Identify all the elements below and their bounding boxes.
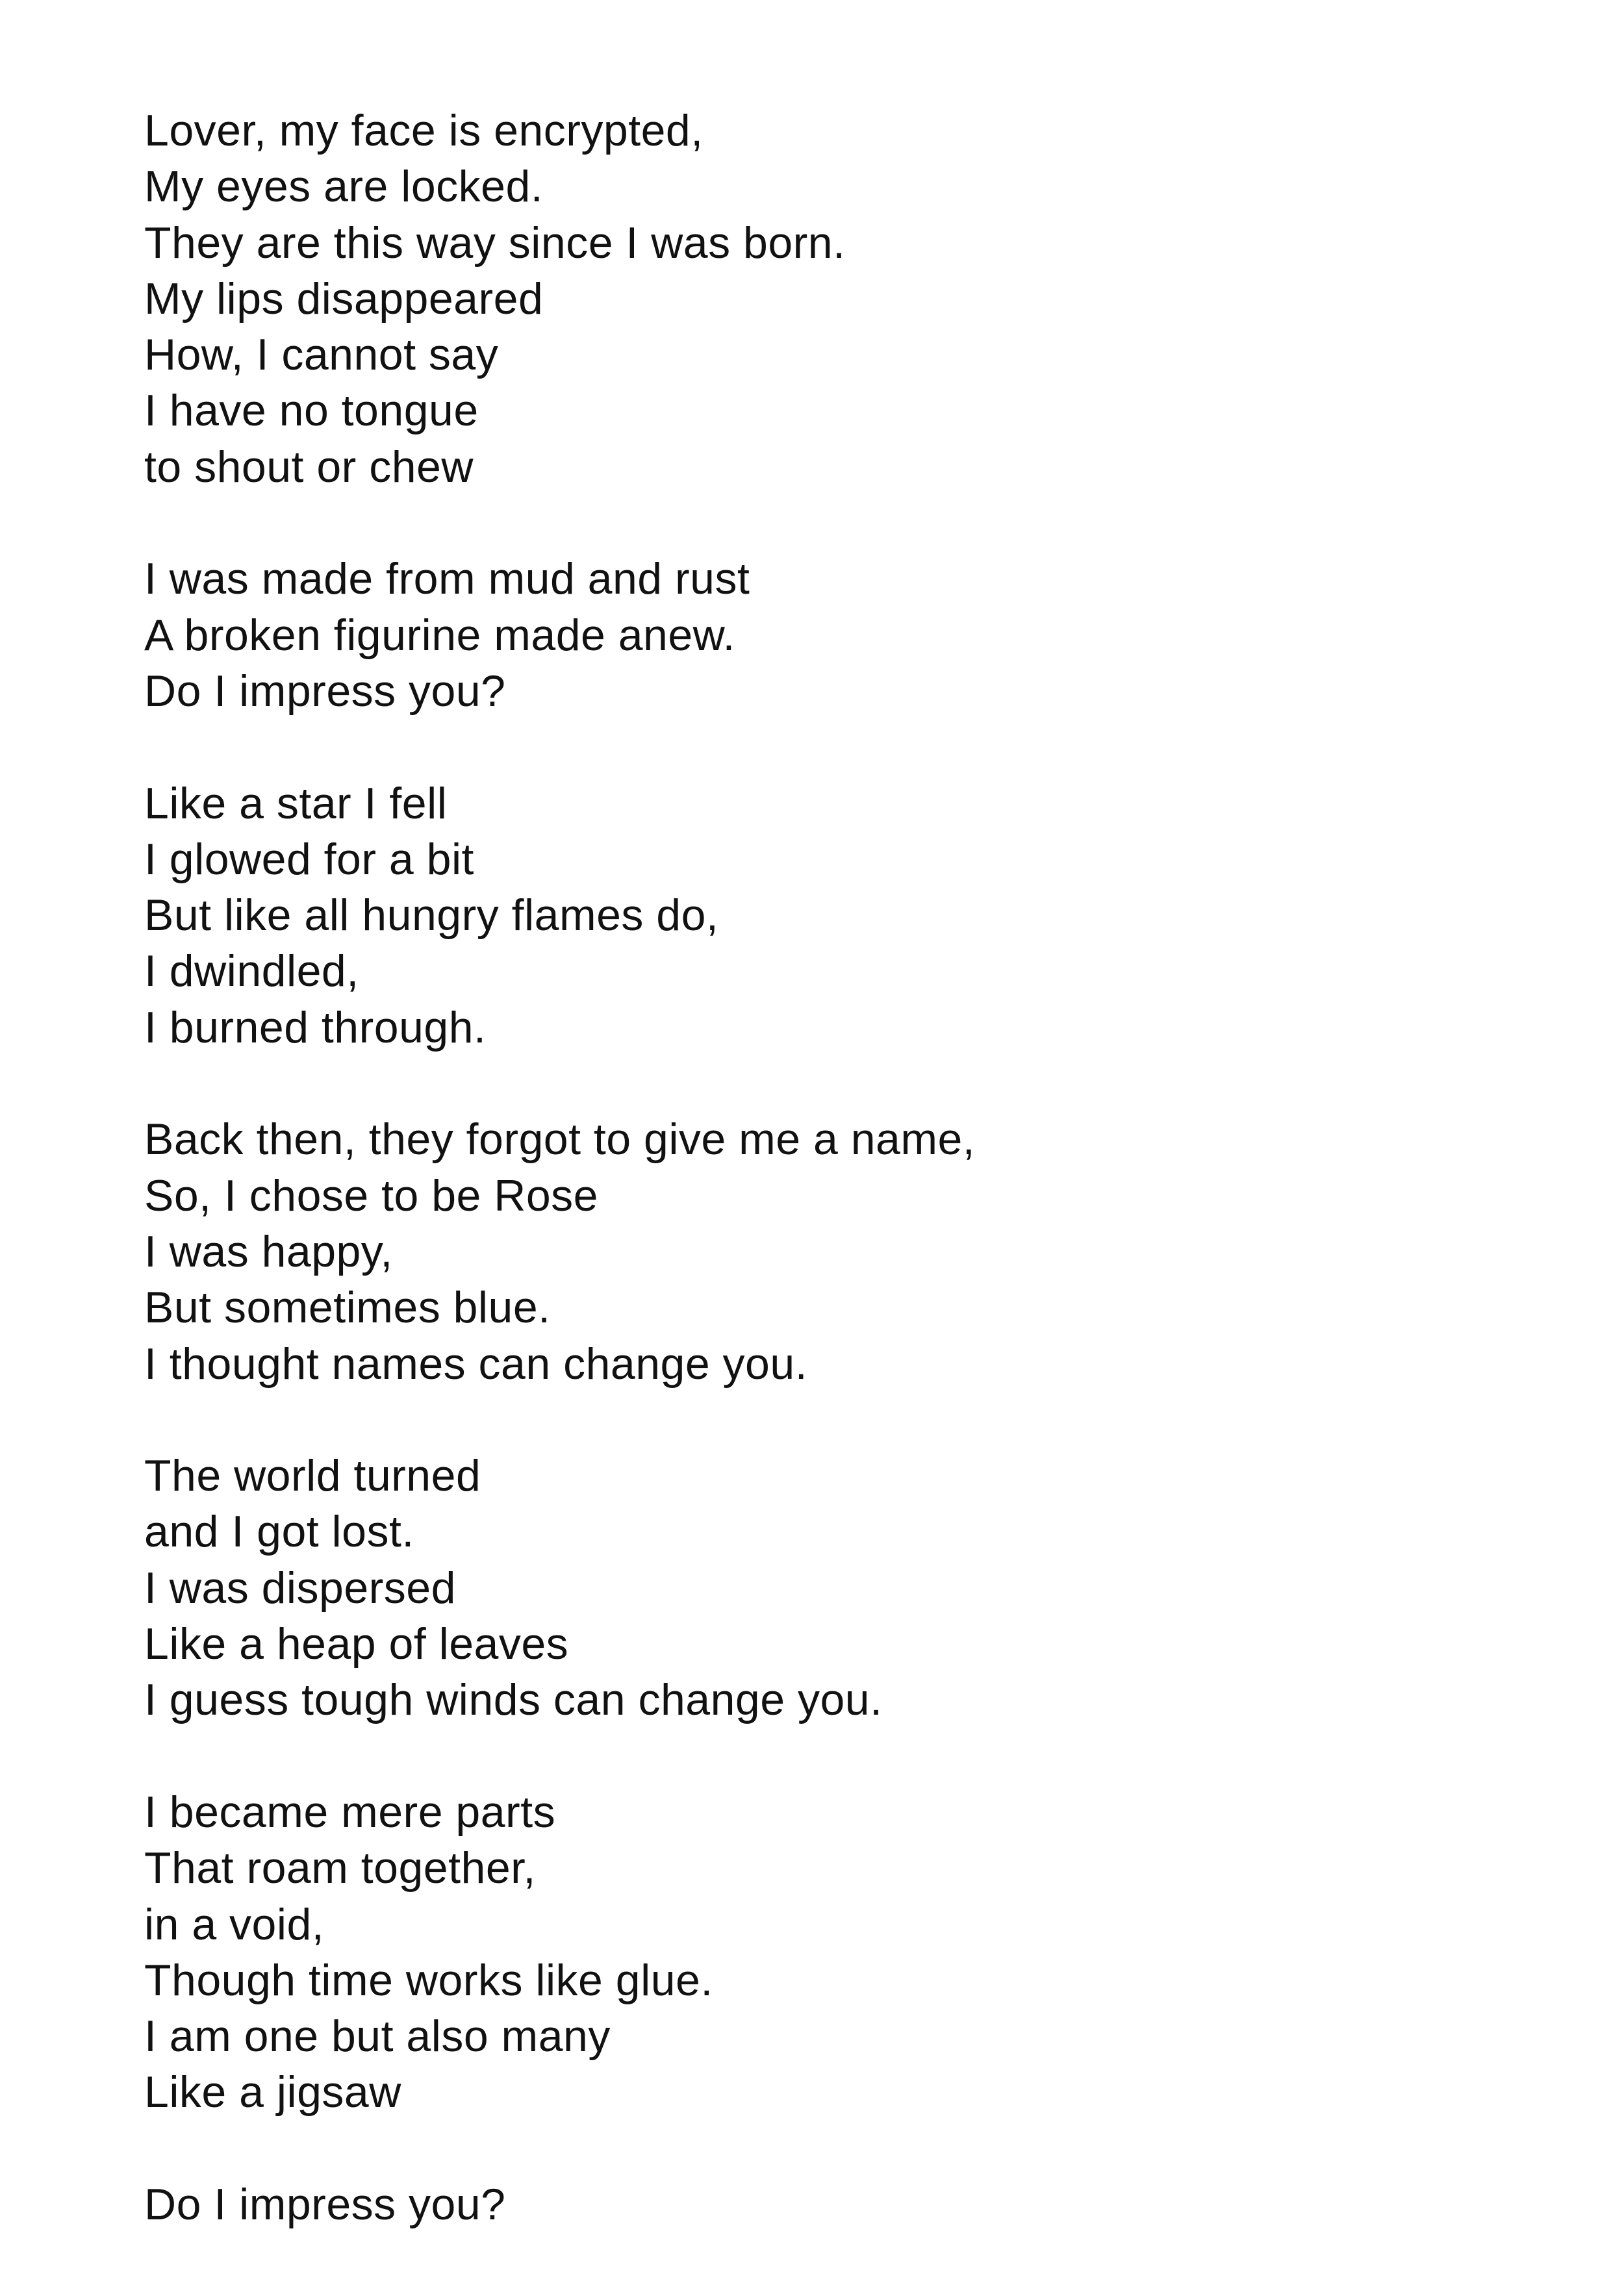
poem-line: I am one but also many xyxy=(144,2012,611,2062)
poem-line: Like a jigsaw xyxy=(144,2067,401,2117)
poem-line: They are this way since I was born. xyxy=(144,218,846,268)
poem-line: Do I impress you? xyxy=(144,2179,506,2229)
poem-line: in a void, xyxy=(144,1899,325,1949)
poem-body xyxy=(144,103,1508,2232)
poem-line: Back then, they forgot to give me a name, xyxy=(144,1115,976,1165)
poem-line: A broken figurine made anew. xyxy=(144,610,735,660)
poem-line: That roam together, xyxy=(144,1843,536,1893)
poem-line: Though time works like glue. xyxy=(144,1955,713,2005)
poem-line: The world turned xyxy=(144,1451,481,1501)
poem-line: I dwindled, xyxy=(144,946,359,996)
poem-line: I was happy, xyxy=(144,1226,393,1276)
poem-line: Do I impress you? xyxy=(144,666,506,716)
stanza-2 xyxy=(144,551,1508,719)
stanza-4 xyxy=(144,1111,1508,1391)
stanza-1 xyxy=(144,103,1508,495)
poem-line: How, I cannot say xyxy=(144,330,499,380)
stanza-5 xyxy=(144,1448,1508,1728)
poem-line: My eyes are locked. xyxy=(144,162,544,212)
poem-line: and I got lost. xyxy=(144,1507,414,1557)
poem-line: I was dispersed xyxy=(144,1563,456,1613)
poem-line: I guess tough winds can change you. xyxy=(144,1675,883,1725)
stanza-6 xyxy=(144,1784,1508,2121)
poem-line: I was made from mud and rust xyxy=(144,554,750,604)
poem-line: I have no tongue xyxy=(144,386,479,436)
poem-line: to shout or chew xyxy=(144,442,474,492)
poem-line: So, I chose to be Rose xyxy=(144,1170,598,1220)
poem-line: My lips disappeared xyxy=(144,273,544,323)
poem-line: Like a heap of leaves xyxy=(144,1619,569,1669)
poem-line: But like all hungry flames do, xyxy=(144,890,719,940)
poem-line: Lover, my face is encrypted, xyxy=(144,106,704,155)
poem-line: I became mere parts xyxy=(144,1787,556,1837)
poem-line: Like a star I fell xyxy=(144,778,448,828)
poem-line: I burned through. xyxy=(144,1002,487,1052)
stanza-3 xyxy=(144,776,1508,1055)
poem-line: I thought names can change you. xyxy=(144,1339,808,1389)
poem-line: But sometimes blue. xyxy=(144,1283,551,1333)
stanza-7 xyxy=(144,2176,1508,2232)
poem-line: I glowed for a bit xyxy=(144,834,474,884)
